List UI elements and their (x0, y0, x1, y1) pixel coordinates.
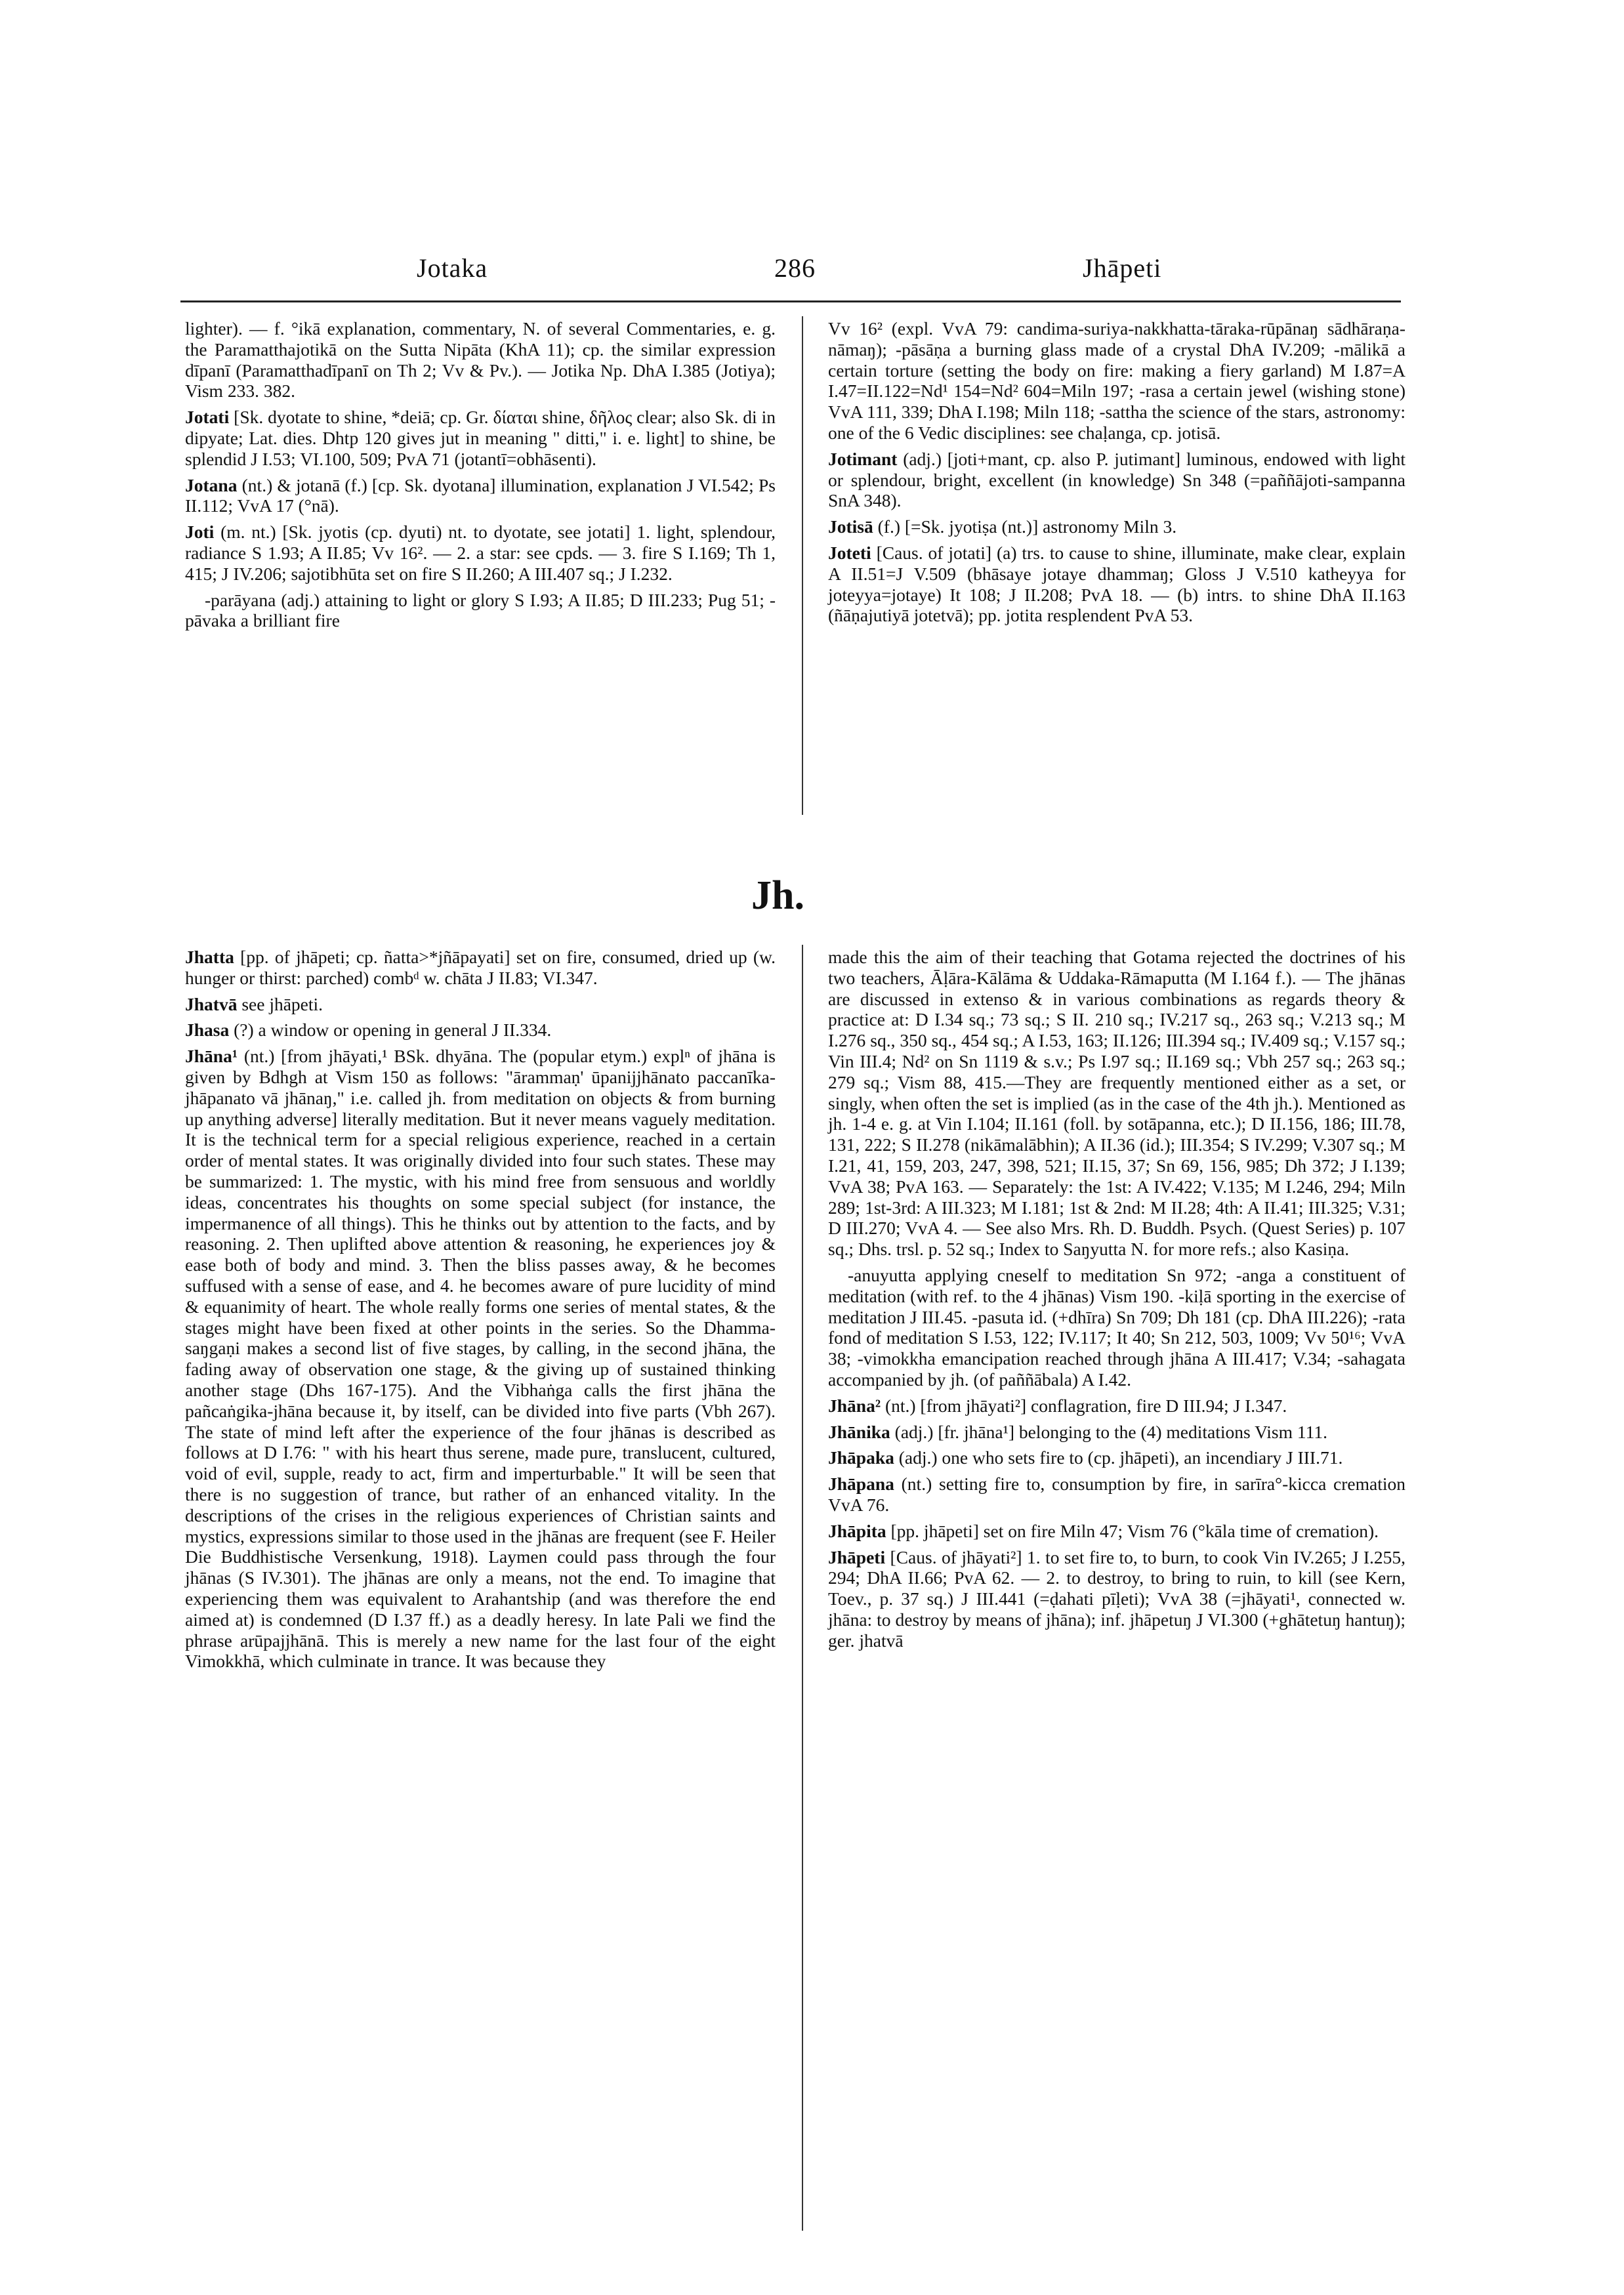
section-heading: Jh. (751, 873, 804, 918)
entry-headword: Jotisā (828, 516, 873, 537)
entry-text: (adj.) one who sets fire to (cp. jhāpeti), an incendiary J III.71. (894, 1447, 1343, 1468)
entry-subentries (828, 1265, 1405, 1390)
column-divider-bottom (802, 945, 803, 2231)
running-head-right: Jhāpeti (1083, 253, 1162, 283)
column-bottom-right (828, 947, 1405, 1657)
entry-text: [Sk. dyotate to shine, *deiā; cp. Gr. δίαται shine, δῆλος clear; also Sk. di in dipyate; Lat. dies. Dhtp 120 gives jut in meaning " ditti," i. e. light] to shine, be splendid J I.53; VI.100, 509; PvA 71 (jotantī=obhāsenti). (185, 407, 776, 469)
entry (185, 407, 776, 469)
entry-text: (?) a window or opening in general J II.334. (229, 1020, 552, 1041)
entry (828, 543, 1405, 626)
entry-text: [Caus. of jhāyati²] 1. to set fire to, to burn, to cook Vin IV.265; J I.255, 294; DhA II.66; PvA 62. — 2. to destroy, to bring to ruin, to kill (see Kern, Toev., p. 37 sq.) J III.441 (=ḍahati pīḷeti); VvA 38 (=jhāyati¹, connected w. jhāna: to destroy by means of jhāna); inf. jhāpetuŋ J VI.300 (+ghātetuŋ hantuŋ); ger. jhatvā (828, 1546, 1405, 1651)
entry-headword: Jhāpana (828, 1474, 894, 1495)
entry-headword: Joti (185, 522, 215, 543)
entry-text: lighter). — f. °ikā explanation, commentary, N. of several Commentaries, e. g. the Paramatthajotikā on the Sutta Nipāta (KhA 11); cp. the similar expression dīpanī (Paramatthadīpanī on Th 2; Vv & Pv.). — Jotika Np. DhA I.385 (Jotiya); Vism 233. 382. (185, 318, 776, 402)
entry-text: (m. nt.) [Sk. jyotis (cp. dyuti) nt. to dyotate, see jotati] 1. light, splendour, radiance S 1.93; A II.85; Vv 16². — 2. a star: see cpds. — 3. fire S I.169; Th 1, 415; J IV.206; sajotibhūta set on fire S II.260; A III.407 sq.; J I.232. (185, 522, 776, 584)
entry-headword: Jhatta (185, 947, 234, 967)
entry-text: made this the aim of their teaching that Gotama rejected the doctrines of his two teachers, Āḷāra-Kālāma & Uddaka-Rāmaputta (M I.164 f.). — The jhānas are discussed in extenso & in various combinations as regards theory & practice at: D I.34 sq.; 73 sq.; S II. 210 sq.; IV.217 sq., 263 sq.; V.213 sq.; M I.276 sq., 350 sq., 454 sq.; A I.53, 163; II.126; III.394 sq.; IV.409 sq.; V.157 sq.; Vin III.4; Nd² on Sn 1119 & s.v.; Ps I.97 sq.; II.169 sq.; Vbh 257 sq.; 263 sq.; 279 sq.; Vism 88, 415.—They are frequently mentioned either as a set, or singly, when often the set is implied (as in the case of the 4th jh.). Mentioned as jh. 1-4 e. g. at Vin I.104; II.161 (foll. by sotāpanna, etc.); D II.156, 186; III.78, 131, 222; S II.278 (nikāmalābhin); A II.36 (id.); III.354; S IV.299; V.307 sq.; M I.21, 41, 159, 203, 247, 398, 521; II.15, 37; Sn 69, 156, 985; Dh 372; J I.139; VvA 38; PvA 163. — Separately: the 1st: A IV.422; V.135; M I.246, 294; Miln 289; 1st-3rd: A III.323; M I.181; 1st & 2nd: M II.28; 4th: A II.41; III.325; V.31; D III.270; VvA 4. — See also Mrs. Rh. D. Buddh. Psych. (Quest Series) p. 107 sq.; Dhs. trsl. p. 52 sq.; Index to Saŋyutta N. for more refs.; also Kasiṇa. (828, 947, 1405, 1260)
entry-headword: Jhāna² (828, 1395, 881, 1416)
column-top-right (828, 318, 1405, 631)
entry-text: see jhāpeti. (237, 993, 323, 1014)
entry-headword: Jhāpita (828, 1520, 886, 1541)
entry-text: Vv 16² (expl. VvA 79: candima-suriya-nakkhatta-tāraka-rūpānaŋ sādhāraṇa-nāmaŋ); -pāsāṇa a burning glass made of a crystal DhA IV.209; -mālikā a certain torture (setting the body on fire: making a fiery garland) M I.87=A I.47=II.122=Nd¹ 154=Nd² 604=Miln 197; -rasa a certain jewel (wishing stone) VvA 111, 339; DhA I.198; Miln 118; -sattha the science of the stars, astronomy: one of the 6 Vedic disciplines: see chaḷanga, cp. jotisā. (828, 318, 1405, 443)
entry (185, 1046, 776, 1672)
entry-headword: Jotana (185, 474, 238, 495)
entry (828, 947, 1405, 1260)
entry-text: (adj.) [fr. jhāna¹] belonging to the (4) meditations Vism 111. (890, 1421, 1327, 1442)
entry-headword: Jhānika (828, 1421, 890, 1442)
entry-headword: Jhāna¹ (185, 1046, 238, 1067)
entry-headword: Jhatvā (185, 993, 238, 1014)
entry-text: (nt.) [from jhāyati²] conflagration, fire D III.94; J I.347. (881, 1395, 1287, 1416)
entry-headword: Jhasa (185, 1020, 230, 1041)
entry-text: (nt.) setting fire to, consumption by fire, in sarīra°-kicca cremation VvA 76. (828, 1474, 1405, 1515)
entry-headword: Joteti (828, 542, 871, 563)
entry-text: (nt.) [from jhāyati,¹ BSk. dhyāna. The (popular etym.) explⁿ of jhāna is given by Bdhgh at Vism 150 as follows: "ārammaṇ' ūpanijjhānato paccanīka-jhāpanato vā jhānaŋ," i.e. called jh. from meditation on objects & from burning up anything adverse] literally meditation. But it never means vaguely meditation. It is the technical term for a special religious experience, reached in a certain order of mental states. It was originally divided into four such states. These may be summarized: 1. The mystic, with his mind free from sensuous and worldly ideas, concentrates his thoughts on some special subject (for instance, the impermanence of all things). This he thinks out by attention to the facts, and by reasoning. 2. Then uplifted above attention & reasoning, he experiences joy & ease both of body and mind. 3. Then the bliss passes away, & he becomes suffused with a sense of ease, and 4. he becomes aware of pure lucidity of mind & equanimity of heart. The whole really forms one series of mental states, & the stages might have been fixed at other points in the series. So the Dhamma-saŋgaṇi makes a second list of five stages, by calling, in the second jhāna, the fading away of observation one stage, & the giving up of sustained thinking another stage (Dhs 167-175). And the Vibhaṅga calls the first jhāna the pañcaṅgika-jhāna because it, by itself, can be divided into five parts (Vbh 267). The state of mind left after the experience of the four jhānas is described as follows at D I.76: " with his heart thus serene, made pure, translucent, cultured, void of evil, supple, ready to act, firm and imperturbable." It will be seen that there is no suggestion of trance, but rather of an enhanced vitality. In the descriptions of the crises in the religious experiences of Christian saints and mystics, expressions similar to those used in the jhānas are frequent (see F. Heiler Die Buddhistische Versenkung, 1918). Laymen could pass through the four jhānas (S IV.301). The jhānas are only a means, not the end. To imagine that experiencing them was equivalent to Arahantship (and was therefore the end aimed at) is condemned (D I.37 ff.) as a deadly heresy. In late Pali we find the phrase arūpajjhānā. This is merely a new name for the last four of the eight Vimokkhā, which culminate in trance. It was because they (185, 1046, 776, 1672)
entry (828, 1521, 1405, 1542)
running-head-left: Jotaka (417, 253, 488, 283)
entry-text: (f.) [=Sk. jyotiṣa (nt.)] astronomy Miln 3. (873, 516, 1177, 537)
page-number: 286 (774, 253, 816, 283)
entry (828, 1447, 1405, 1468)
entry-text: [pp. of jhāpeti; cp. ñatta>*jñāpayati] set on fire, consumed, dried up (w. hunger or thirst: parched) combᵈ w. chāta J II.83; VI.347. (185, 947, 776, 988)
entry (185, 475, 776, 517)
header-rule (180, 300, 1401, 302)
column-top-left (185, 318, 776, 636)
entry-headword: Jotati (185, 407, 230, 428)
entry (828, 1422, 1405, 1443)
entry-text: [Caus. of jotati] (a) trs. to cause to shine, illuminate, make clear, explain A II.51=J V.509 (bhāsaye jotaye dhammaŋ; Gloss J V.510 katheyya for joteyya=jotaye) It 108; J II.208; PvA 18. — (b) intrs. to shine DhA II.163 (ñāṇajutiyā jotetvā); pp. jotita resplendent PvA 53. (828, 542, 1405, 626)
entry-subentries (185, 590, 776, 632)
entry (185, 522, 776, 584)
entry (185, 994, 776, 1015)
entry-text: [pp. jhāpeti] set on fire Miln 47; Vism 76 (°kāla time of cremation). (886, 1520, 1379, 1541)
entry-text: -parāyana (adj.) attaining to light or glory S I.93; A II.85; D III.233; Pug 51; -pāvaka a brilliant fire (185, 589, 776, 631)
entry (828, 1396, 1405, 1416)
column-bottom-left (185, 947, 776, 1677)
entry (828, 1474, 1405, 1516)
entry (828, 1547, 1405, 1651)
entry (185, 1020, 776, 1041)
entry-headword: Jotimant (828, 448, 898, 469)
entry (828, 449, 1405, 511)
entry (828, 516, 1405, 537)
column-divider-top (802, 316, 803, 815)
entry-headword: Jhāpeti (828, 1546, 886, 1567)
entry-text: -anuyutta applying cneself to meditation Sn 972; -anga a constituent of meditation (with ref. to the 4 jhānas) Vism 190. -kiḷā sporting in the exercise of meditation J III.45. -pasuta id. (+dhīra) Sn 709; Dh 181 (cp. DhA III.226); -rata fond of meditation S I.53, 122; IV.117; It 40; Sn 212, 503, 1009; Vv 50¹⁶; VvA 38; -vimokkha emancipation reached through jhāna A III.417; V.34; -sahagata accompanied by jh. (of paññābala) A I.42. (828, 1264, 1405, 1390)
entry (185, 947, 776, 989)
entry (185, 318, 776, 402)
entry (828, 318, 1405, 444)
entry-text: (nt.) & jotanā (f.) [cp. Sk. dyotana] illumination, explanation J VI.542; Ps II.112; VvA 17 (°nā). (185, 474, 776, 516)
entry-text: (adj.) [joti+mant, cp. also P. jutimant] luminous, endowed with light or splendour, bright, excellent (in knowledge) Sn 348 (=paññājoti-sampanna SnA 348). (828, 448, 1405, 511)
entry-headword: Jhāpaka (828, 1447, 894, 1468)
